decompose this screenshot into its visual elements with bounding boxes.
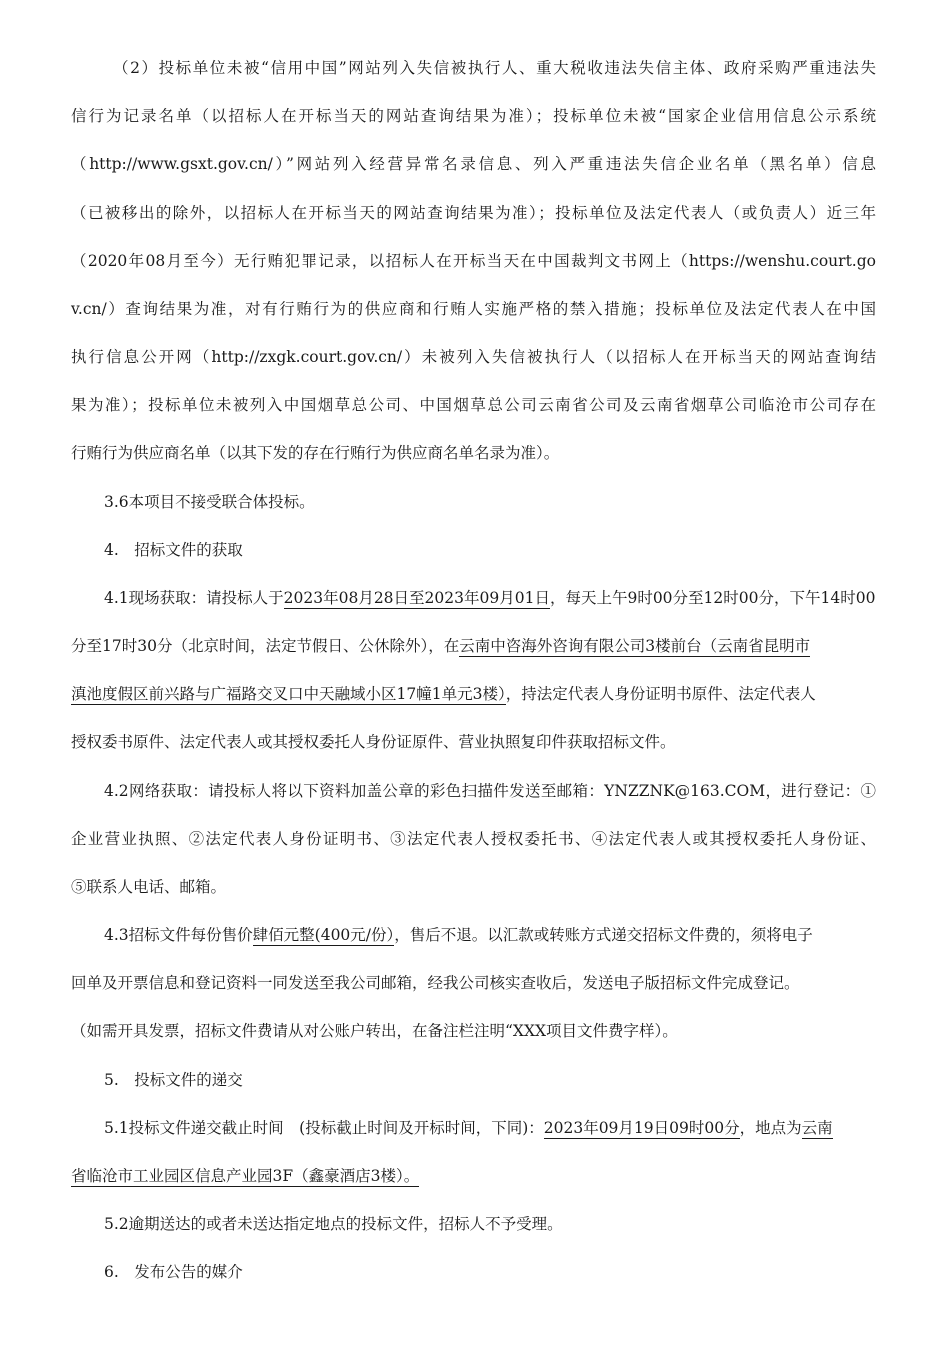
- section-4-3-line-3: （如需开具发票，招标文件费请从对公账户转出，在备注栏注明“XXX项目文件费字样）。: [71, 1022, 678, 1040]
- section-4-1-line-1: [104, 587, 875, 609]
- para-2-line-9: 行贿行为供应商名单（以其下发的存在行贿行为供应商名单名录为准）。: [71, 444, 560, 462]
- para-2-line-1: （2）投标单位未被“信用中国”网站列入失信被执行人、重大税收违法失信主体、政府采购严重违法失: [113, 59, 876, 77]
- section-4-3-text-b: ，售后不退。以汇款或转账方式递交招标文件费的，须将电子: [394, 926, 813, 944]
- heading-5: 5. 投标文件的递交: [104, 1071, 243, 1089]
- para-2-line-6: v.cn/）查询结果为准，对有行贿行为的供应商和行贿人实施严格的禁入措施；投标单位及法定代表人在中国: [71, 300, 876, 318]
- section-4-3-line-2: 回单及开票信息和登记资料一同发送至我公司邮箱，经我公司核实查收后，发送电子版招标文件完成登记。: [71, 974, 800, 992]
- section-4-2-line-2: 企业营业执照、②法定代表人身份证明书、③法定代表人授权委托书、④法定代表人或其授权委托人身份证、: [71, 830, 876, 848]
- acquisition-date-range: 2023年08月28日至2023年09月01日: [283, 589, 550, 607]
- heading-6: 6. 发布公告的媒介: [104, 1263, 243, 1281]
- section-4-3-text-a: 4.3招标文件每份售价: [104, 926, 253, 944]
- section-4-3-line-1: [104, 924, 813, 946]
- section-5-1-line-1: [104, 1117, 833, 1139]
- section-4-1-text-c: 分至17时30分（北京时间，法定节假日、公休除外），在: [71, 637, 460, 655]
- submission-deadline: 2023年09月19日09时00分: [543, 1119, 740, 1137]
- section-4-2-line-3: ⑤联系人电话、邮箱。: [71, 878, 227, 896]
- section-3-6: 3.6本项目不接受联合体投标。: [104, 493, 315, 511]
- para-2-line-8: 果为准）；投标单位未被列入中国烟草总公司、中国烟草总公司云南省公司及云南省烟草公司临沧市公司存在: [71, 396, 876, 414]
- section-4-1-line-3: [71, 683, 816, 705]
- section-4-2-line-1: 4.2网络获取：请投标人将以下资料加盖公章的彩色扫描件发送至邮箱：YNZZNK@163.COM，进行登记：①: [104, 782, 876, 800]
- section-5-1-text-b: ，地点为: [739, 1119, 802, 1137]
- section-4-1-line-2: [71, 635, 810, 657]
- para-2-line-3: （http://www.gsxt.gov.cn/）”网站列入经营异常名录信息、列入严重违法失信企业名单（黑名单）信息: [71, 155, 876, 173]
- para-2-line-2: 信行为记录名单（以招标人在开标当天的网站查询结果为准）；投标单位未被“国家企业信用信息公示系统: [71, 107, 876, 125]
- section-5-2: 5.2逾期送达的或者未送达指定地点的投标文件，招标人不予受理。: [104, 1215, 563, 1233]
- heading-4: 4. 招标文件的获取: [104, 541, 243, 559]
- section-5-1-line-2: [71, 1165, 419, 1187]
- section-4-1-text-d: ，持法定代表人身份证明书原件、法定代表人: [505, 685, 816, 703]
- section-5-1-text-a: 5.1投标文件递交截止时间 (投标截止时间及开标时间，下同)：: [104, 1119, 544, 1137]
- para-2-line-7: 执行信息公开网（http://zxgk.court.gov.cn/）未被列入失信被执行人（以招标人在开标当天的网站查询结: [71, 348, 876, 366]
- para-2-line-4: （已被移出的除外，以招标人在开标当天的网站查询结果为准）；投标单位及法定代表人（或负责人）近三年: [71, 204, 876, 222]
- document-price: 肆佰元整(400元/份）: [252, 926, 395, 944]
- para-2-line-5: （2020年08月至今）无行贿犯罪记录，以招标人在开标当天在中国裁判文书网上（https://wenshu.court.go: [71, 252, 876, 270]
- section-4-1-text-a: 4.1现场获取：请投标人于: [104, 589, 284, 607]
- acquisition-location-1: 云南中咨海外咨询有限公司3楼前台（云南省昆明市: [459, 637, 811, 655]
- section-4-1-line-4: 授权委书原件、法定代表人或其授权委托人身份证原件、营业执照复印件获取招标文件。: [71, 733, 676, 751]
- acquisition-location-2: 滇池度假区前兴路与广福路交叉口中天融域小区17幢1单元3楼）: [71, 685, 506, 703]
- submission-location-2: 省临沧市工业园区信息产业园3F（鑫豪酒店3楼）。: [71, 1167, 420, 1185]
- submission-location-1: 云南: [801, 1119, 833, 1137]
- section-4-1-text-b: ，每天上午9时00分至12时00分，下午14时00: [549, 589, 876, 607]
